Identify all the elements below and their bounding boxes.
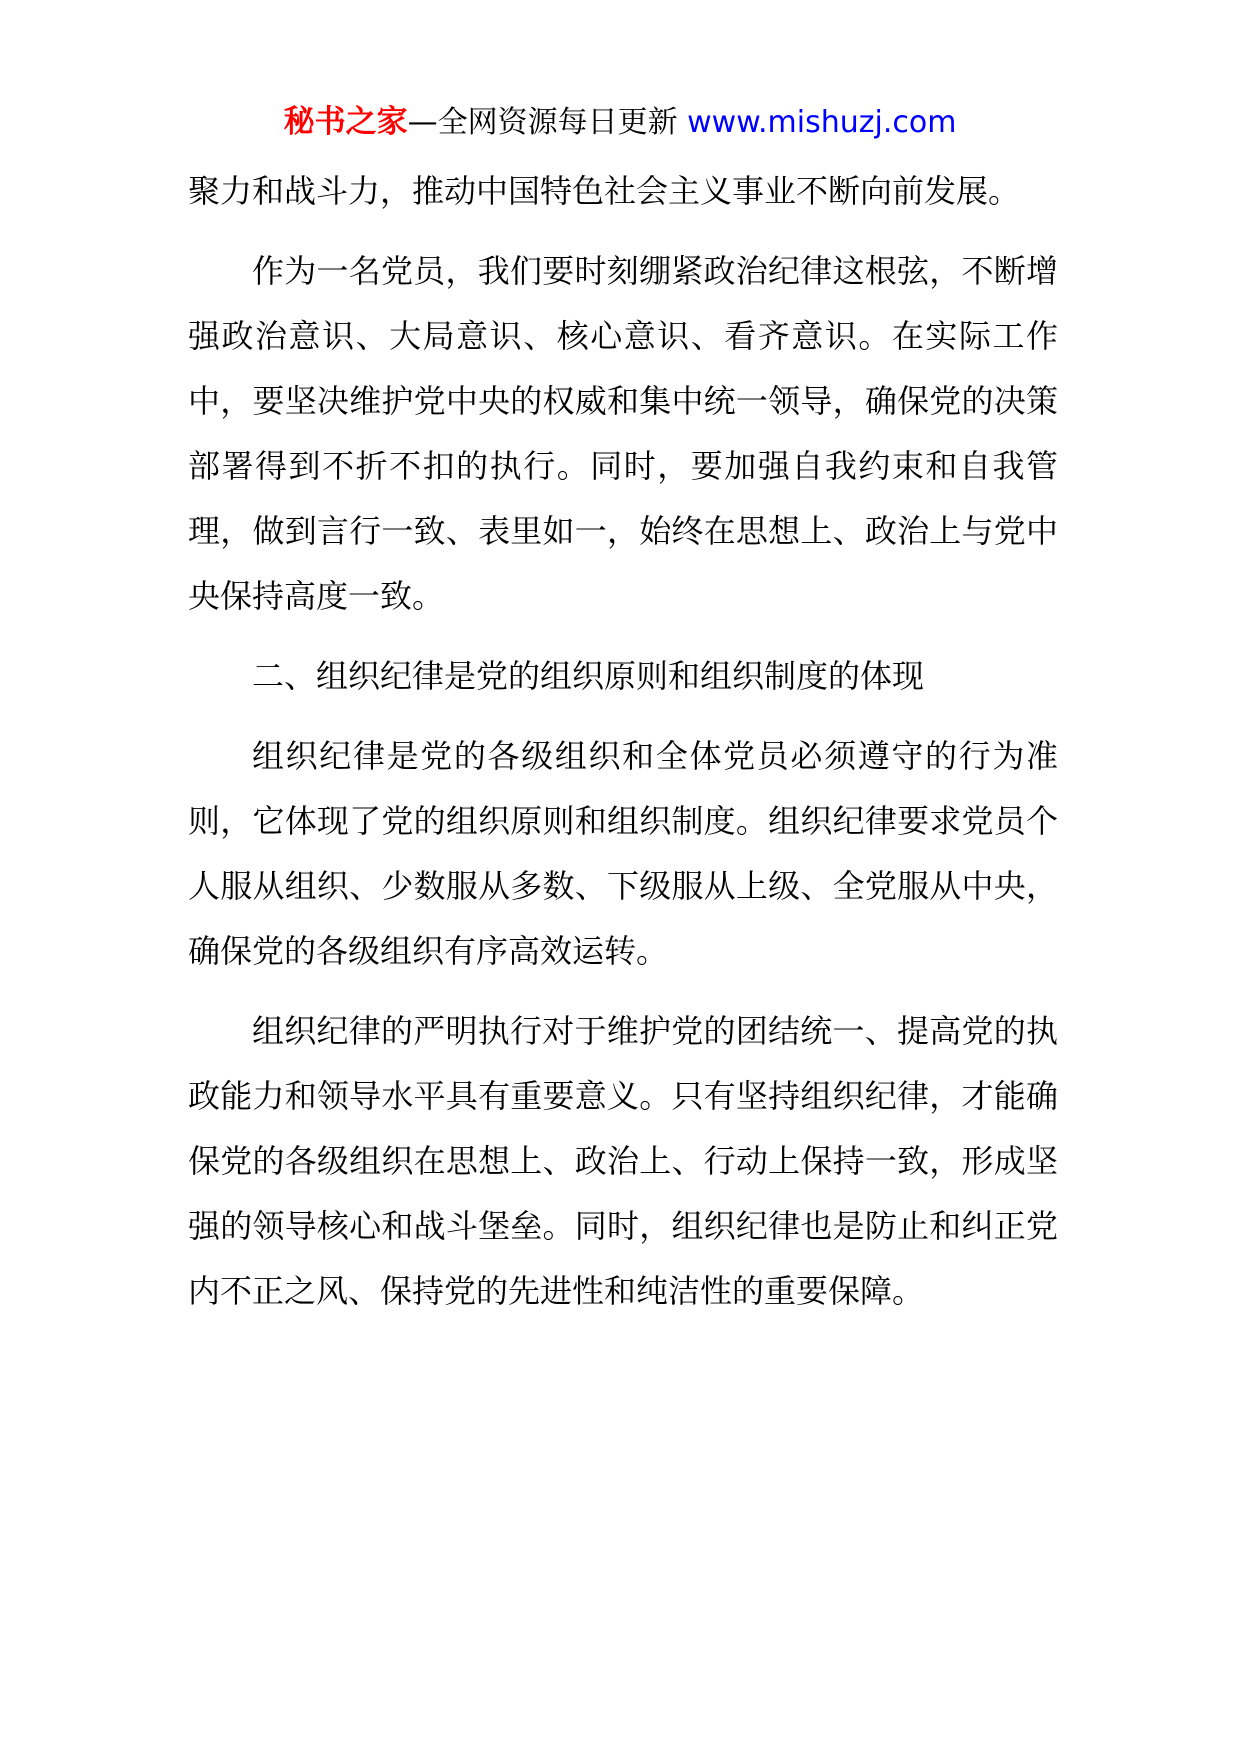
section-heading: 二、组织纪律是党的组织原则和组织制度的体现 xyxy=(252,657,925,695)
paragraph: 作为一名党员，我们要时刻绷紧政治纪律这根弦，不断增强政治意识、大局意识、核心意识、看齐意识。在实际工作中，要坚决维护党中央的权威和集中统一领导，确保党的决策部署得到不折不扣的执行。同时，要加强自我约束和自我管理，做到言行一致、表里如一，始终在思想上、政治上与党中央保持高度一致。 xyxy=(188,252,1058,615)
header-slogan: —全网资源每日更新 xyxy=(407,105,688,140)
header-brand: 秘书之家 xyxy=(283,104,408,140)
paragraph: 组织纪律的严明执行对于维护党的团结统一、提高党的执政能力和领导水平具有重要意义。只有坚持组织纪律，才能确保党的各级组织在思想上、政治上、行动上保持一致，形成坚强的领导核心和战斗堡垒。同时，组织纪律也是防止和纠正党内不正之风、保持党的先进性和纯洁性的重要保障。 xyxy=(188,1012,1058,1310)
header-url-link[interactable]: www.mishuzj.com xyxy=(687,105,957,140)
page-header xyxy=(0,100,1240,145)
paragraph: 组织纪律是党的各级组织和全体党员必须遵守的行为准则，它体现了党的组织原则和组织制度。组织纪律要求党员个人服从组织、少数服从多数、下级服从上级、全党服从中央，确保党的各级组织有序高效运转。 xyxy=(188,737,1058,970)
document-body xyxy=(188,159,1058,1324)
paragraph-continuation: 聚力和战斗力，推动中国特色社会主义事业不断向前发展。 xyxy=(188,172,1021,210)
